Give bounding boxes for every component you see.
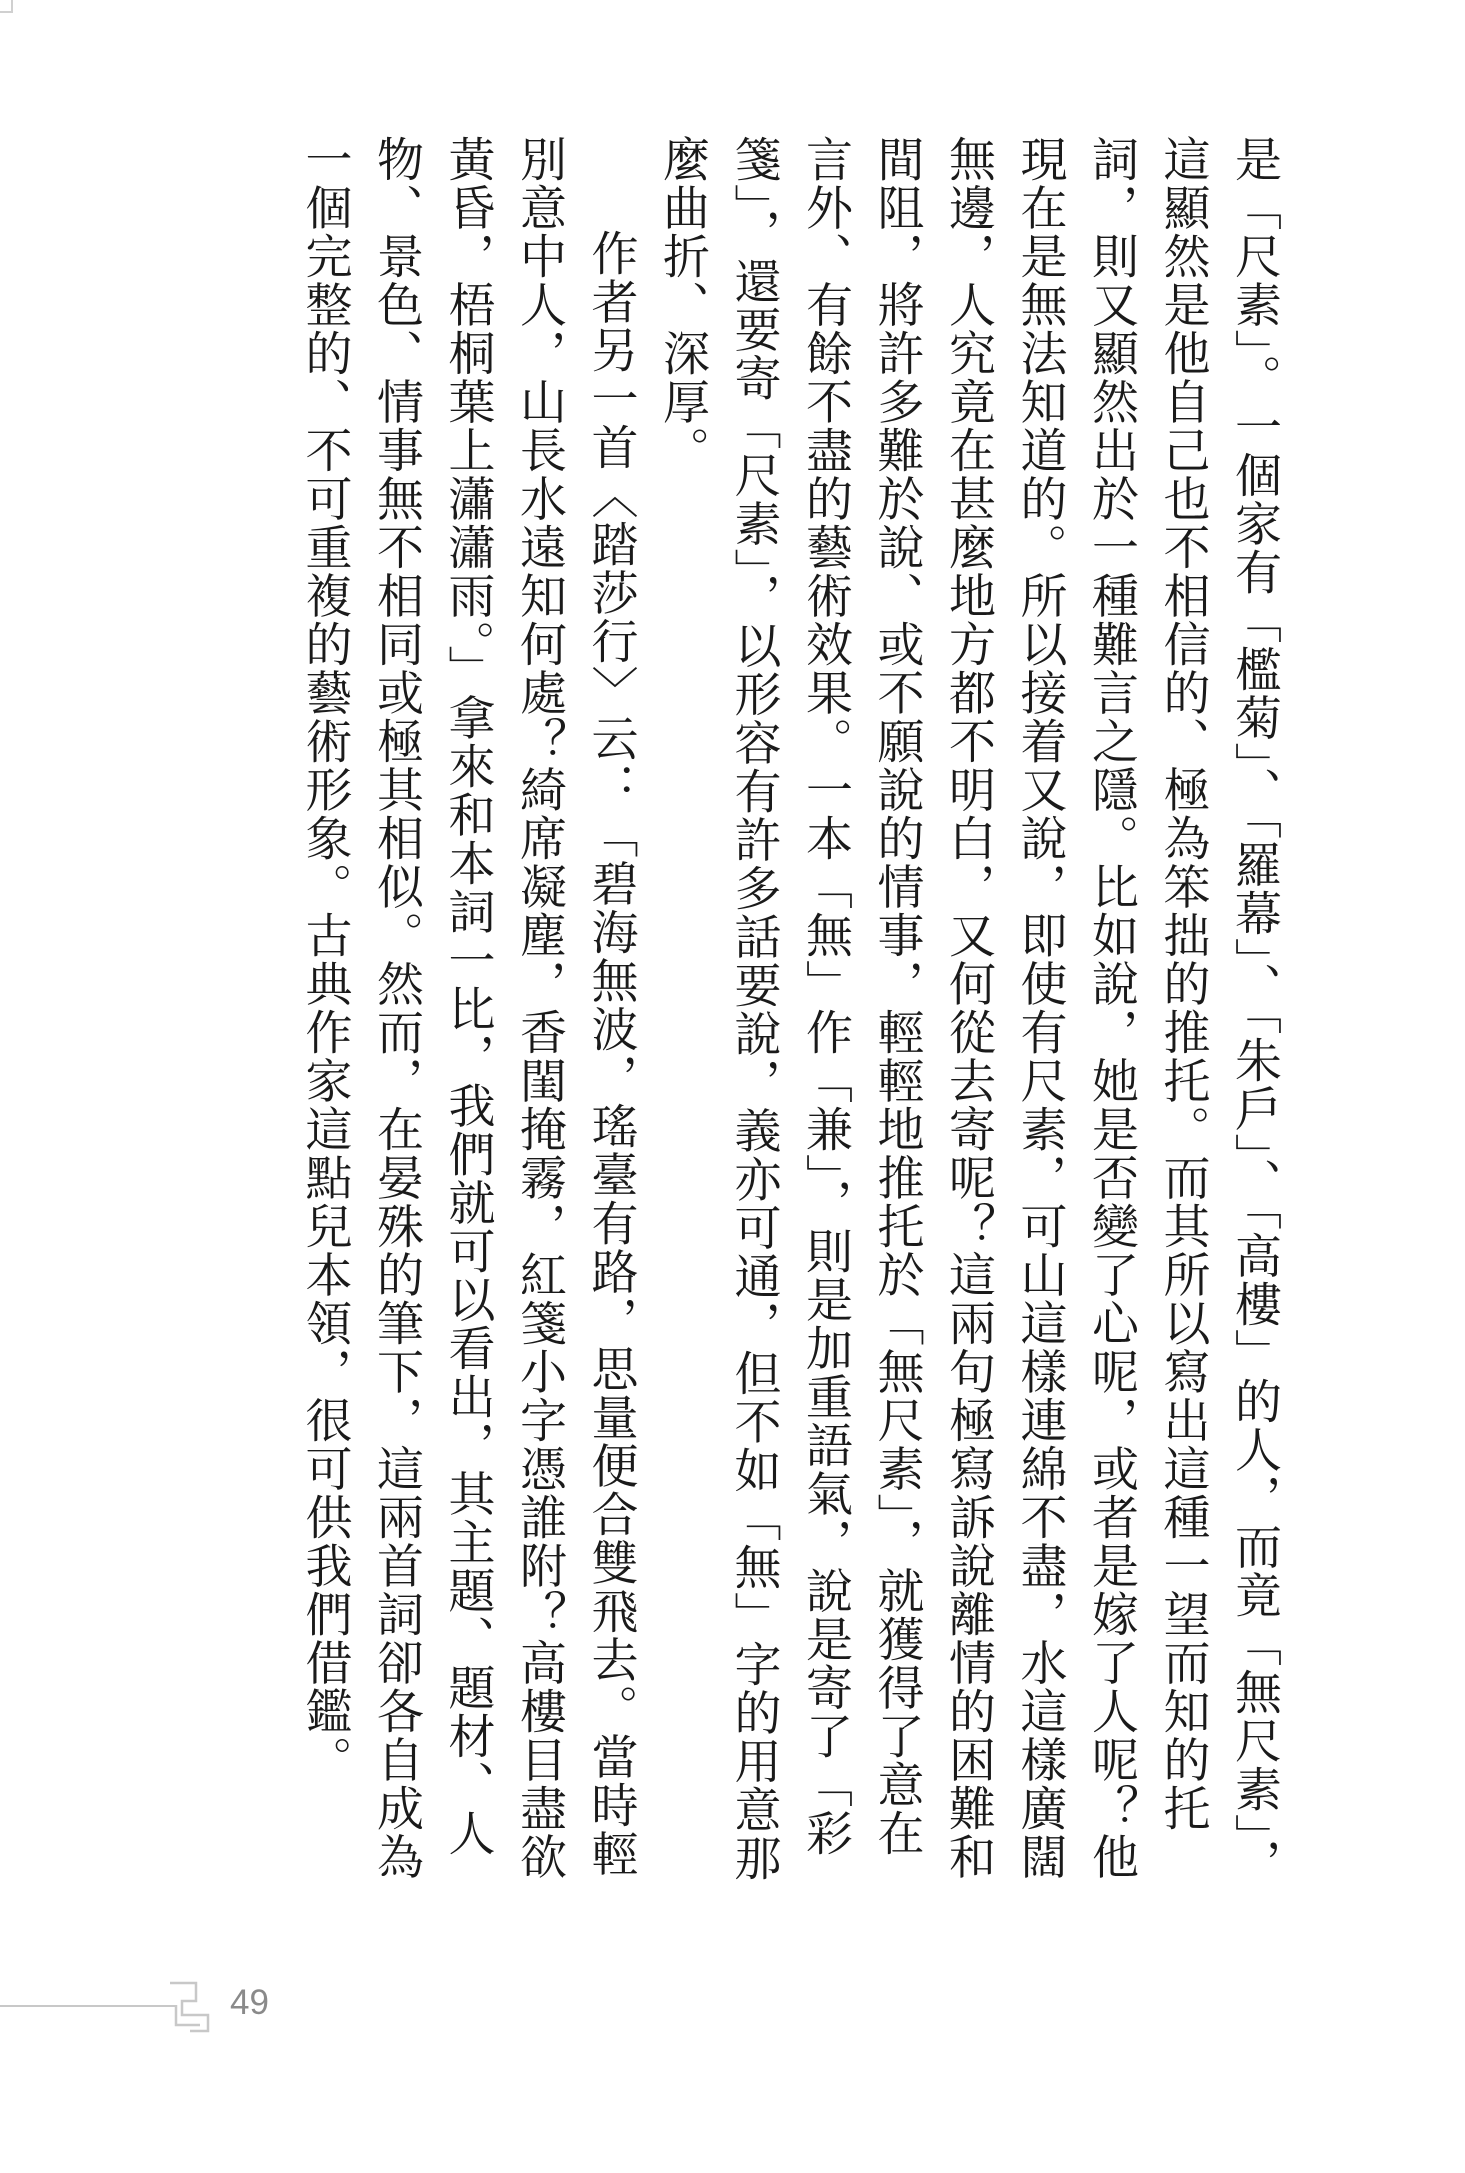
page-footer <box>0 1975 320 2055</box>
footer-rule <box>0 2005 176 2007</box>
vertical-text-body <box>289 135 1290 1895</box>
fret-ornament-icon <box>168 1975 214 2033</box>
corner-ornament-icon <box>0 0 40 40</box>
page-number: 49 <box>230 1983 269 2022</box>
paragraph-1: 是「尺素」。一個家有「檻菊」、「羅幕」、「朱戶」、「高樓」的人，而竟「無尺素」，這顯然是他自己也不相信的、極為笨拙的推托。而其所以寫出這種一望而知的托詞，則又顯然出於一種難言之隱。比如說，她是否變了心呢，或者是嫁了人呢？他現在是無法知道的。所以接着又說，即使有尺素，可山這樣連綿不盡，水這樣廣闊無邊，人究竟在甚麼地方都不明白，又何從去寄呢？這兩句極寫訴說離情的困難和間阻，將許多難於說、或不願說的情事，輕輕地推托於「無尺素」，就獲得了意在言外、有餘不盡的藝術效果。一本「無」作「兼」，則是加重語氣，說是寄了「彩箋」，還要寄「尺素」，以形容有許多話要說，義亦可通，但不如「無」字的用意那麼曲折、深厚。 <box>655 135 1282 1887</box>
paragraph-2: 作者另一首〈踏莎行〉云：「碧海無波，瑤臺有路，思量便合雙飛去。當時輕別意中人，山長水遠知何處？綺席凝塵，香閨掩霧，紅箋小字憑誰附？高樓目盡欲黃昏，梧桐葉上瀟瀟雨。」拿來和本詞一比，我們就可以看出，其主題、題材、人物、景色、情事無不相同或極其相似。然而，在晏殊的筆下，這兩首詞卻各自成為一個完整的、不可重複的藝術形象。古典作家這點兒本領，很可供我們借鑑。 <box>297 135 639 1881</box>
